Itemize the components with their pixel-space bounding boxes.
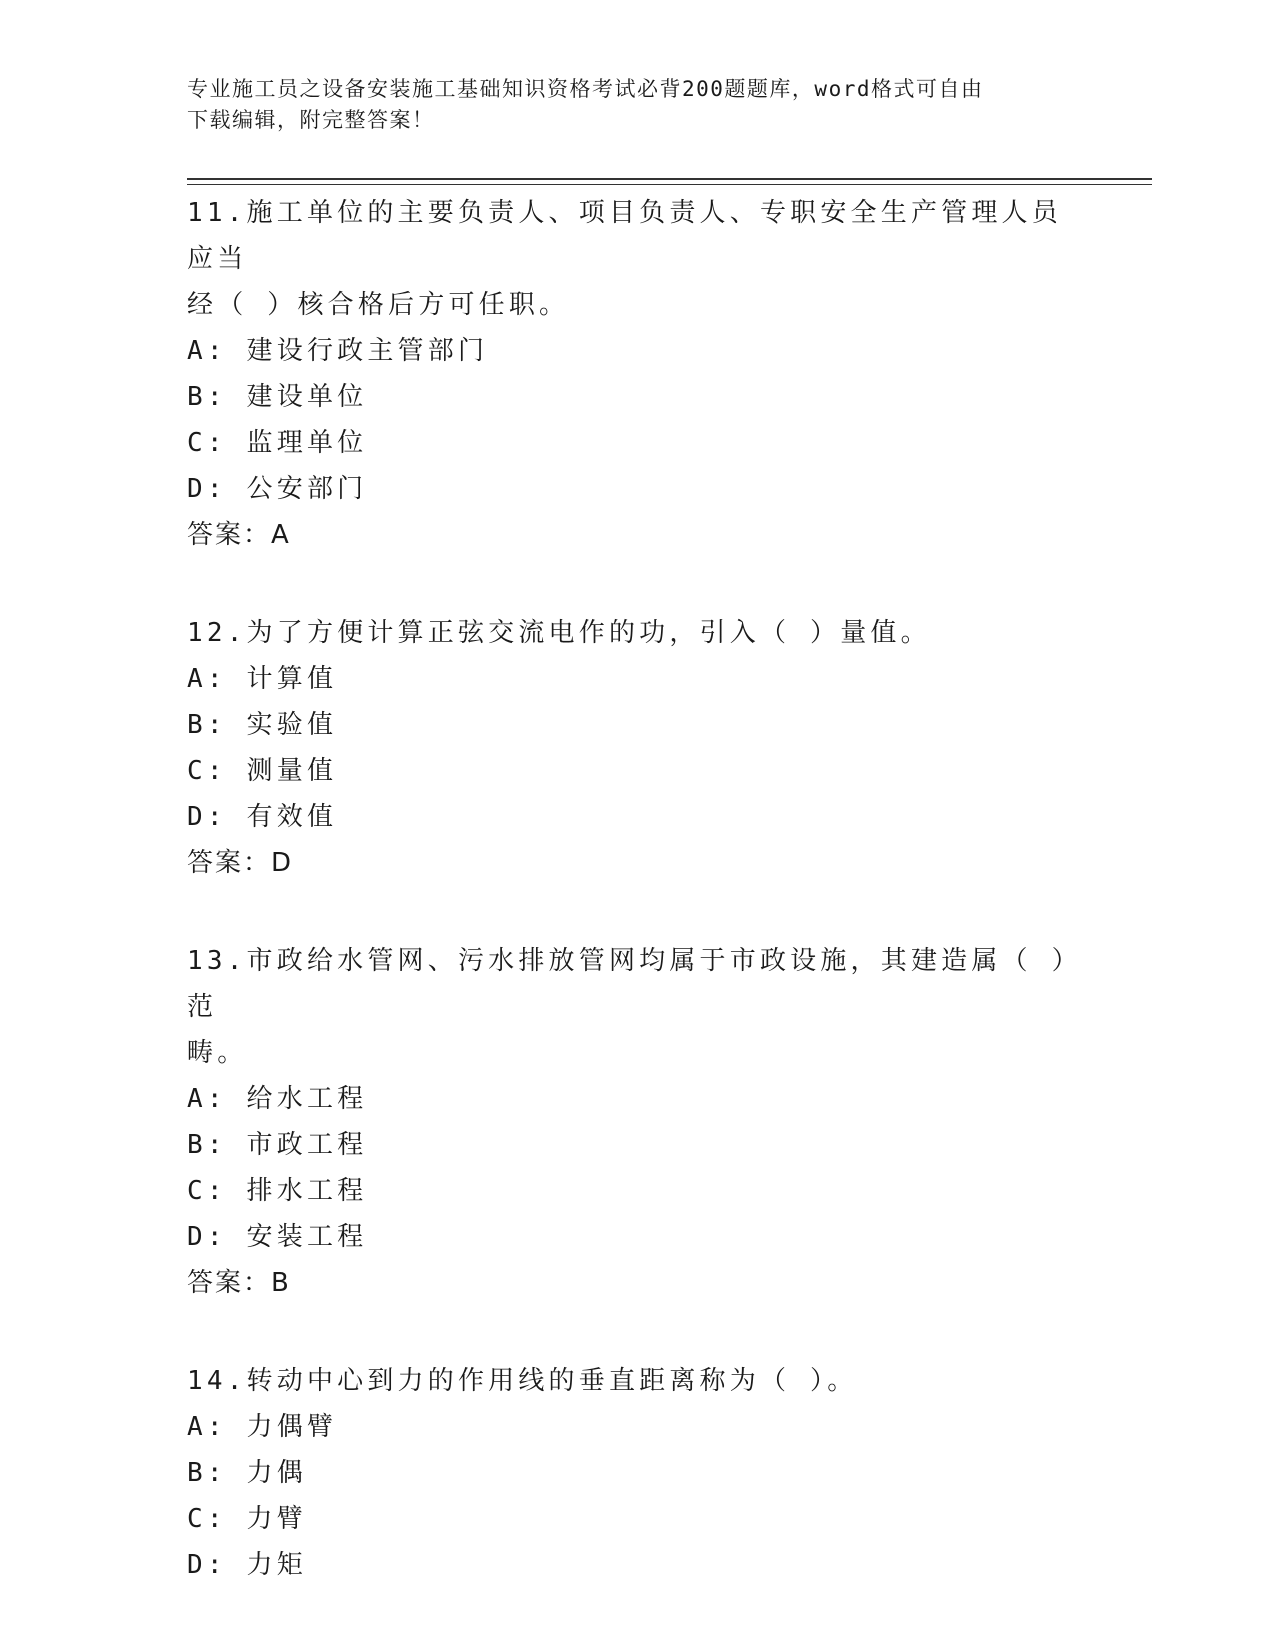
answer-line: 答案：A: [187, 520, 291, 550]
option-d: D: 有效值: [187, 802, 338, 832]
question-stem: 11.施工单位的主要负责人、项目负责人、专职安全生产管理人员应当: [187, 198, 1062, 274]
question-stem: 12.为了方便计算正弦交流电作的功，引入（ ）量值。: [187, 618, 931, 648]
option-a: A: 给水工程: [187, 1084, 368, 1114]
question-12: [187, 610, 1087, 886]
question-stem: 14.转动中心到力的作用线的垂直距离称为（ ）。: [187, 1366, 858, 1396]
option-d: D: 安装工程: [187, 1222, 368, 1252]
option-b: B: 建设单位: [187, 382, 368, 412]
header-divider-thin: [187, 184, 1152, 185]
question-stem: 13.市政给水管网、污水排放管网均属于市政设施，其建造属（ ）范: [187, 946, 1082, 1022]
option-c: C: 排水工程: [187, 1176, 368, 1206]
option-a: A: 力偶臂: [187, 1412, 338, 1442]
question-stem-continued: 经（ ）核合格后方可任职。: [187, 290, 570, 320]
header-divider-thick: [187, 178, 1152, 180]
question-stem-continued: 畴。: [187, 1038, 248, 1068]
answer-line: 答案：D: [187, 848, 294, 878]
option-d: D: 公安部门: [187, 474, 368, 504]
question-list: [187, 190, 1087, 1640]
option-d: D: 力矩: [187, 1550, 307, 1580]
option-c: C: 力臂: [187, 1504, 307, 1534]
question-14: [187, 1358, 1087, 1588]
option-b: B: 实验值: [187, 710, 338, 740]
document-header: [187, 74, 1067, 136]
option-b: B: 力偶: [187, 1458, 307, 1488]
option-c: C: 监理单位: [187, 428, 368, 458]
answer-line: 答案：B: [187, 1268, 291, 1298]
header-line-2: 下载编辑，附完整答案！: [187, 108, 435, 132]
option-b: B: 市政工程: [187, 1130, 368, 1160]
header-line-1: 专业施工员之设备安装施工基础知识资格考试必背200题题库，word格式可自由: [187, 77, 984, 101]
option-c: C: 测量值: [187, 756, 338, 786]
question-13: [187, 938, 1087, 1306]
option-a: A: 计算值: [187, 664, 338, 694]
question-11: [187, 190, 1087, 558]
option-a: A: 建设行政主管部门: [187, 336, 489, 366]
